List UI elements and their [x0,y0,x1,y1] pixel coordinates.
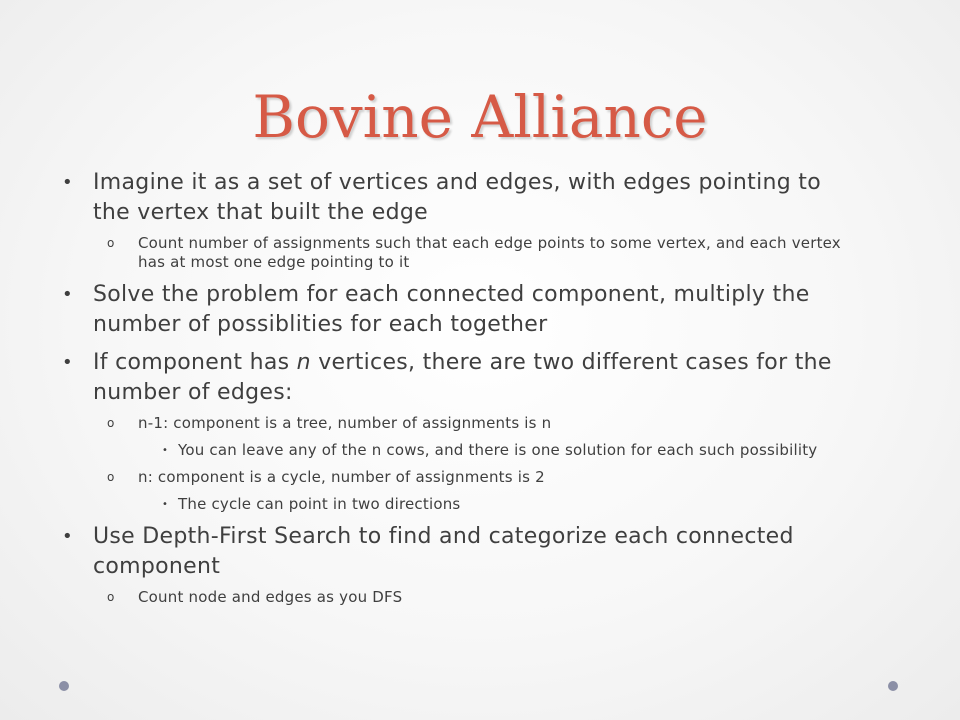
corner-dot-left [59,681,69,691]
sub-bullet-1-1 [93,234,852,272]
bullet-3-text [93,350,832,405]
bullet-1-sublist [93,234,852,272]
sub-bullet-3-2 [93,468,852,514]
bullet-3-text-after: vertices, there are two different cases for the number of edges: [93,350,832,405]
bullet-3 [62,348,852,514]
sub-bullet-1-1-text: Count number of assignments such that each edge points to some vertex, and each vertex has at most one edge pointing to it [138,234,841,271]
corner-dot-right [888,681,898,691]
subsub-bullet-3-2-1 [138,495,852,514]
sub-bullet-4-1 [93,588,852,607]
sub-bullet-marker: o [107,236,115,250]
sub-bullet-3-2-sublist [138,495,852,514]
bullet-1 [62,168,852,272]
bullet-marker: • [62,284,73,305]
bullet-1-text: Imagine it as a set of vertices and edges, with edges pointing to the vertex that built the edge [93,170,821,225]
subsub-bullet-marker: • [162,445,169,456]
sub-bullet-marker: o [107,590,115,604]
bullet-list [62,168,852,615]
sub-bullet-marker: o [107,416,115,430]
bullet-4-sublist [93,588,852,607]
bullet-2 [62,280,852,340]
subsub-bullet-marker: • [162,499,169,510]
bullet-marker: • [62,352,73,373]
bullet-marker: • [62,526,73,547]
slide-title: Bovine Alliance [252,83,708,151]
bullet-3-sublist [93,414,852,514]
subsub-bullet-3-1-1 [138,441,852,460]
sub-bullet-3-1-sublist [138,441,852,460]
sub-bullet-4-1-text: Count node and edges as you DFS [138,588,403,606]
bullet-4-text: Use Depth-First Search to find and categorize each connected component [93,524,794,579]
sub-bullet-3-1 [93,414,852,460]
bullet-4 [62,522,852,607]
sub-bullet-3-1-text: n-1: component is a tree, number of assignments is n [138,414,552,432]
sub-bullet-3-2-text: n: component is a cycle, number of assignments is 2 [138,468,545,486]
bullet-marker: • [62,172,73,193]
bullet-3-text-italic: n [296,350,311,375]
subsub-bullet-3-2-1-text: The cycle can point in two directions [178,495,461,513]
subsub-bullet-3-1-1-text: You can leave any of the n cows, and there is one solution for each such possibility [178,441,818,459]
bullet-3-text-before: If component has [93,350,297,375]
sub-bullet-marker: o [107,470,115,484]
bullet-2-text: Solve the problem for each connected component, multiply the number of possiblities for each together [93,282,810,337]
